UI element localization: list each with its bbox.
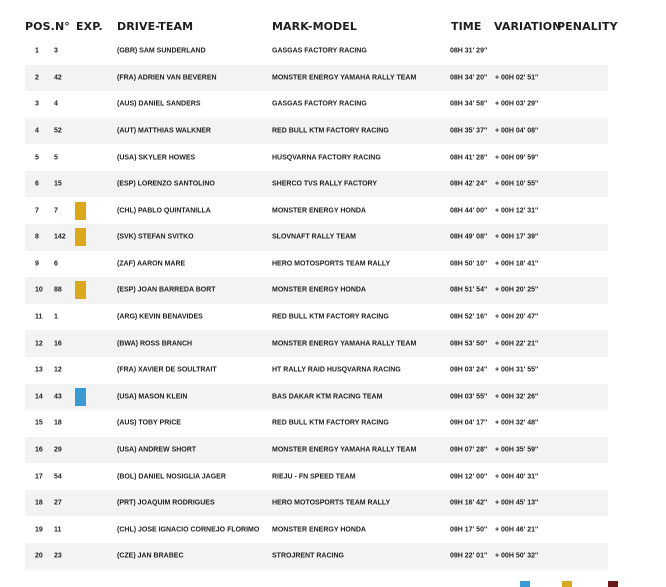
mark-model-cell: SHERCO TVS RALLY FACTORY xyxy=(272,180,378,188)
variation-cell: + 00H 09' 59'' xyxy=(495,154,539,162)
number-cell: 6 xyxy=(54,260,58,268)
time-cell: 09H 03' 55'' xyxy=(450,393,488,401)
position-cell: 15 xyxy=(35,419,43,427)
time-cell: 08H 53' 50'' xyxy=(450,340,488,348)
position-cell: 7 xyxy=(35,207,39,215)
variation-cell: + 00H 22' 21'' xyxy=(495,340,539,348)
time-cell: 08H 41' 28'' xyxy=(450,154,488,162)
experience-badge xyxy=(75,281,86,299)
number-cell: 54 xyxy=(54,473,62,481)
table-row[interactable] xyxy=(25,384,608,411)
experience-badge xyxy=(75,388,86,406)
position-cell: 16 xyxy=(35,446,43,454)
position-cell: 1 xyxy=(35,47,39,55)
time-cell: 08H 49' 08'' xyxy=(450,233,488,241)
drive-team-cell: (AUS) TOBY PRICE xyxy=(117,419,181,427)
drive-team-cell: (FRA) XAVIER DE SOULTRAIT xyxy=(117,366,217,374)
variation-cell: + 00H 40' 31'' xyxy=(495,473,539,481)
table-row[interactable] xyxy=(25,251,608,278)
time-cell: 08H 44' 00'' xyxy=(450,207,488,215)
position-cell: 11 xyxy=(35,313,43,321)
position-cell: 5 xyxy=(35,154,39,162)
table-row[interactable] xyxy=(25,357,608,384)
experience-badge xyxy=(75,202,86,220)
number-cell: 7 xyxy=(54,207,58,215)
position-cell: 3 xyxy=(35,100,39,108)
header-drive-team: DRIVE-TEAM xyxy=(117,20,194,33)
results-table xyxy=(25,38,608,570)
drive-team-cell: (FRA) ADRIEN VAN BEVEREN xyxy=(117,74,217,82)
drive-team-cell: (SVK) STEFAN SVITKO xyxy=(117,233,194,241)
position-cell: 18 xyxy=(35,499,43,507)
table-row[interactable] xyxy=(25,516,608,543)
drive-team-cell: (ESP) JOAN BARREDA BORT xyxy=(117,286,216,294)
position-cell: 19 xyxy=(35,526,43,534)
number-cell: 42 xyxy=(54,74,62,82)
drive-team-cell: (PRT) JOAQUIM RODRIGUES xyxy=(117,499,215,507)
mark-model-cell: RIEJU - FN SPEED TEAM xyxy=(272,473,356,481)
header-mark-model: MARK-MODEL xyxy=(272,20,358,33)
position-cell: 6 xyxy=(35,180,39,188)
time-cell: 08H 52' 16'' xyxy=(450,313,488,321)
number-cell: 29 xyxy=(54,446,62,454)
variation-cell: + 00H 18' 41'' xyxy=(495,260,539,268)
number-cell: 1 xyxy=(54,313,58,321)
header-variation: VARIATION xyxy=(494,20,562,33)
mark-model-cell: RED BULL KTM FACTORY RACING xyxy=(272,419,389,427)
legend-gold-swatch xyxy=(562,581,572,587)
variation-cell: + 00H 45' 13'' xyxy=(495,499,539,507)
variation-cell: + 00H 35' 59'' xyxy=(495,446,539,454)
number-cell: 88 xyxy=(54,286,62,294)
header-experience: EXP. xyxy=(76,20,103,33)
time-cell: 08H 50' 10'' xyxy=(450,260,488,268)
time-cell: 09H 17' 50'' xyxy=(450,526,488,534)
position-cell: 20 xyxy=(35,552,43,560)
variation-cell: + 00H 02' 51'' xyxy=(495,74,539,82)
time-cell: 08H 31' 29'' xyxy=(450,47,488,55)
table-row[interactable] xyxy=(25,463,608,490)
mark-model-cell: MONSTER ENERGY HONDA xyxy=(272,526,366,534)
mark-model-cell: HUSQVARNA FACTORY RACING xyxy=(272,154,381,162)
time-cell: 08H 34' 58'' xyxy=(450,100,488,108)
number-cell: 52 xyxy=(54,127,62,135)
table-row[interactable] xyxy=(25,171,608,198)
table-row[interactable] xyxy=(25,330,608,357)
legend-red-swatch xyxy=(608,581,618,587)
position-cell: 9 xyxy=(35,260,39,268)
drive-team-cell: (CZE) JAN BRABEC xyxy=(117,552,184,560)
experience-badge xyxy=(75,228,86,246)
mark-model-cell: MONSTER ENERGY HONDA xyxy=(272,207,366,215)
variation-cell: + 00H 03' 29'' xyxy=(495,100,539,108)
table-row[interactable] xyxy=(25,304,608,331)
position-cell: 10 xyxy=(35,286,43,294)
mark-model-cell: MONSTER ENERGY YAMAHA RALLY TEAM xyxy=(272,74,417,82)
number-cell: 18 xyxy=(54,419,62,427)
drive-team-cell: (BWA) ROSS BRANCH xyxy=(117,340,193,348)
time-cell: 09H 07' 28'' xyxy=(450,446,488,454)
drive-team-cell: (BOL) DANIEL NOSIGLIA JAGER xyxy=(117,473,226,481)
time-cell: 09H 12' 00'' xyxy=(450,473,488,481)
table-row[interactable] xyxy=(25,543,608,570)
drive-team-cell: (ESP) LORENZO SANTOLINO xyxy=(117,180,215,188)
table-row[interactable] xyxy=(25,224,608,251)
table-row[interactable] xyxy=(25,410,608,437)
number-cell: 5 xyxy=(54,154,58,162)
drive-team-cell: (USA) MASON KLEIN xyxy=(117,393,188,401)
header-penalty: PENALITY xyxy=(557,20,618,33)
mark-model-cell: HERO MOTOSPORTS TEAM RALLY xyxy=(272,260,391,268)
number-cell: 27 xyxy=(54,499,62,507)
drive-team-cell: (GBR) SAM SUNDERLAND xyxy=(117,47,206,55)
position-cell: 8 xyxy=(35,233,39,241)
drive-team-cell: (AUS) DANIEL SANDERS xyxy=(117,100,201,108)
legend-blue-swatch xyxy=(520,581,530,587)
variation-cell: + 00H 31' 55'' xyxy=(495,366,539,374)
table-row[interactable] xyxy=(25,277,608,304)
header-time: TIME xyxy=(451,20,482,33)
table-row[interactable] xyxy=(25,65,608,92)
number-cell: 142 xyxy=(54,233,66,241)
time-cell: 08H 35' 37'' xyxy=(450,127,488,135)
mark-model-cell: HT RALLY RAID HUSQVARNA RACING xyxy=(272,366,401,374)
table-row[interactable] xyxy=(25,118,608,145)
variation-cell: + 00H 50' 32'' xyxy=(495,552,539,560)
variation-cell: + 00H 20' 25'' xyxy=(495,286,539,294)
mark-model-cell: MONSTER ENERGY HONDA xyxy=(272,286,366,294)
mark-model-cell: STROJRENT RACING xyxy=(272,552,344,560)
table-row[interactable] xyxy=(25,144,608,171)
number-cell: 43 xyxy=(54,393,62,401)
variation-cell: + 00H 46' 21'' xyxy=(495,526,539,534)
table-row[interactable] xyxy=(25,490,608,517)
table-row[interactable] xyxy=(25,197,608,224)
mark-model-cell: HERO MOTOSPORTS TEAM RALLY xyxy=(272,499,391,507)
variation-cell: + 00H 04' 08'' xyxy=(495,127,539,135)
position-cell: 4 xyxy=(35,127,39,135)
table-row[interactable] xyxy=(25,91,608,118)
mark-model-cell: MONSTER ENERGY YAMAHA RALLY TEAM xyxy=(272,446,417,454)
time-cell: 09H 03' 24'' xyxy=(450,366,488,374)
number-cell: 16 xyxy=(54,340,62,348)
header-pos: POS. xyxy=(25,20,55,33)
number-cell: 3 xyxy=(54,47,58,55)
drive-team-cell: (AUT) MATTHIAS WALKNER xyxy=(117,127,211,135)
variation-cell: + 00H 32' 48'' xyxy=(495,419,539,427)
table-row[interactable] xyxy=(25,38,608,65)
time-cell: 08H 34' 20'' xyxy=(450,74,488,82)
number-cell: 23 xyxy=(54,552,62,560)
drive-team-cell: (CHL) PABLO QUINTANILLA xyxy=(117,207,211,215)
number-cell: 12 xyxy=(54,366,62,374)
number-cell: 15 xyxy=(54,180,62,188)
position-cell: 17 xyxy=(35,473,43,481)
drive-team-cell: (CHL) JOSE IGNACIO CORNEJO FLORIMO xyxy=(117,526,260,534)
drive-team-cell: (USA) SKYLER HOWES xyxy=(117,154,196,162)
header-number: N° xyxy=(55,20,70,33)
variation-cell: + 00H 10' 55'' xyxy=(495,180,539,188)
drive-team-cell: (USA) ANDREW SHORT xyxy=(117,446,197,454)
table-row[interactable] xyxy=(25,437,608,464)
variation-cell: + 00H 32' 26'' xyxy=(495,393,539,401)
mark-model-cell: RED BULL KTM FACTORY RACING xyxy=(272,127,389,135)
position-cell: 12 xyxy=(35,340,43,348)
position-cell: 13 xyxy=(35,366,43,374)
time-cell: 09H 16' 42'' xyxy=(450,499,488,507)
variation-cell: + 00H 20' 47'' xyxy=(495,313,539,321)
position-cell: 14 xyxy=(35,393,43,401)
time-cell: 09H 22' 01'' xyxy=(450,552,488,560)
drive-team-cell: (ZAF) AARON MARE xyxy=(117,260,186,268)
mark-model-cell: MONSTER ENERGY YAMAHA RALLY TEAM xyxy=(272,340,417,348)
mark-model-cell: GASGAS FACTORY RACING xyxy=(272,47,367,55)
mark-model-cell: GASGAS FACTORY RACING xyxy=(272,100,367,108)
time-cell: 08H 51' 54'' xyxy=(450,286,488,294)
mark-model-cell: RED BULL KTM FACTORY RACING xyxy=(272,313,389,321)
variation-cell: + 00H 12' 31'' xyxy=(495,207,539,215)
drive-team-cell: (ARG) KEVIN BENAVIDES xyxy=(117,313,203,321)
number-cell: 11 xyxy=(54,526,62,534)
time-cell: 09H 04' 17'' xyxy=(450,419,488,427)
position-cell: 2 xyxy=(35,74,39,82)
mark-model-cell: BAS DAKAR KTM RACING TEAM xyxy=(272,393,383,401)
mark-model-cell: SLOVNAFT RALLY TEAM xyxy=(272,233,357,241)
variation-cell: + 00H 17' 39'' xyxy=(495,233,539,241)
number-cell: 4 xyxy=(54,100,58,108)
time-cell: 08H 42' 24'' xyxy=(450,180,488,188)
